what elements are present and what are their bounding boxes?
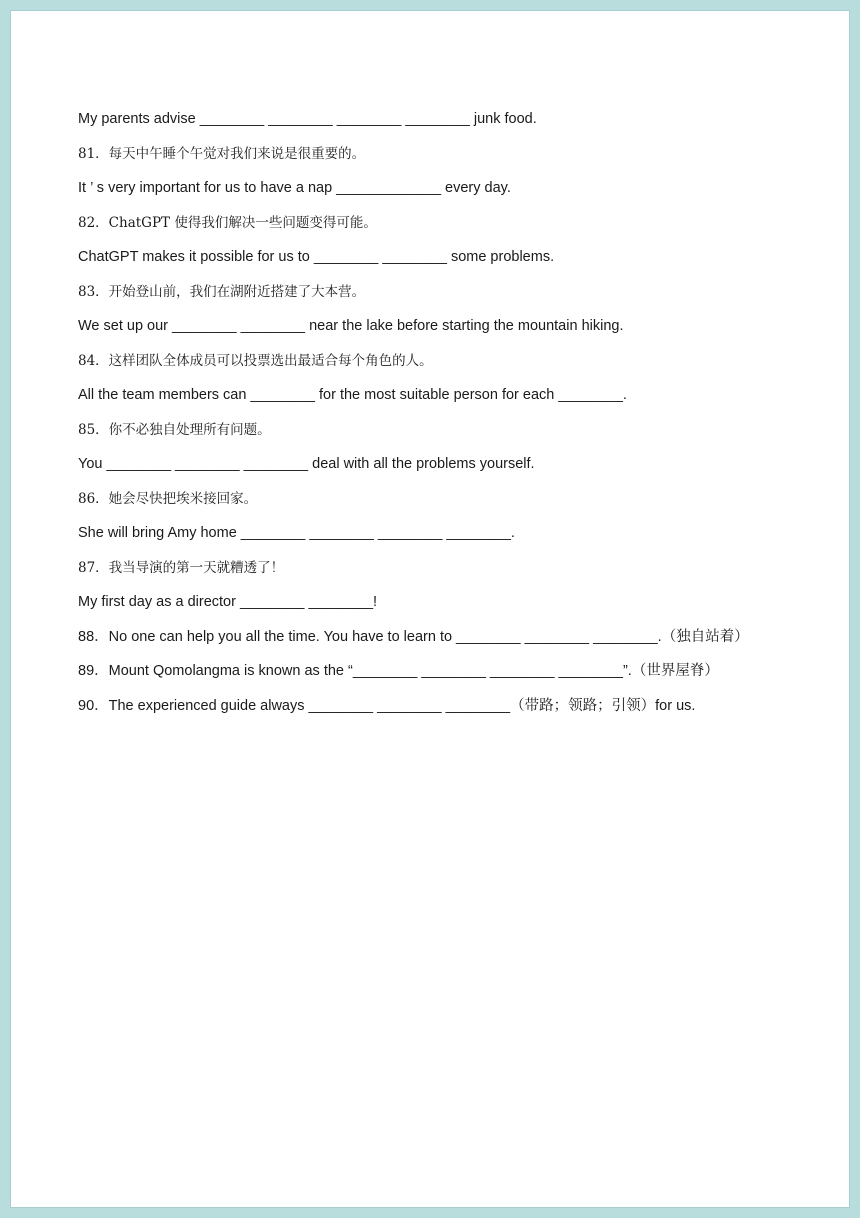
answer-line-83: We set up our ________ ________ near the lake before starting the mountain hiking.: [78, 318, 624, 334]
question-87-chinese: 87．我当导演的第一天就糟透了！: [78, 559, 285, 576]
question-88: 88．No one can help you all the time. You have to learn to ________ ________ ________.（独自站着）: [78, 628, 749, 645]
answer-line-87: My first day as a director ________ ________!: [78, 594, 378, 610]
answer-line-81: It ’ s very important for us to have a nap _____________ every day.: [78, 180, 511, 196]
answer-line-80: My parents advise ________ ________ ________ ________ junk food.: [78, 111, 537, 127]
question-83-chinese: 83．开始登山前，我们在湖附近搭建了大本营。: [78, 283, 366, 300]
answer-line-86: She will bring Amy home ________ ________ ________ ________.: [78, 525, 515, 541]
answer-line-84: All the team members can ________ for the most suitable person for each ________.: [78, 387, 627, 403]
question-90: 90．The experienced guide always ________ ________ ________（带路；领路；引领）for us.: [78, 697, 696, 714]
question-81-chinese: 81．每天中午睡个午觉对我们来说是很重要的。: [78, 145, 366, 162]
worksheet-page: [10, 10, 850, 1208]
question-86-chinese: 86．她会尽快把埃米接回家。: [78, 490, 258, 507]
question-89: 89．Mount Qomolangma is known as the “________ ________ ________ ________”.（世界屋脊）: [78, 663, 719, 679]
answer-line-85: You ________ ________ ________ deal with all the problems yourself.: [78, 456, 535, 472]
exercise-lines: [78, 109, 818, 730]
question-82-chinese: 82．ChatGPT 使得我们解决一些问题变得可能。: [78, 214, 377, 231]
question-85-chinese: 85．你不必独自处理所有问题。: [78, 421, 271, 438]
question-84-chinese: 84．这样团队全体成员可以投票选出最适合每个角色的人。: [78, 352, 433, 369]
answer-line-82: ChatGPT makes it possible for us to ________ ________ some problems.: [78, 249, 555, 265]
